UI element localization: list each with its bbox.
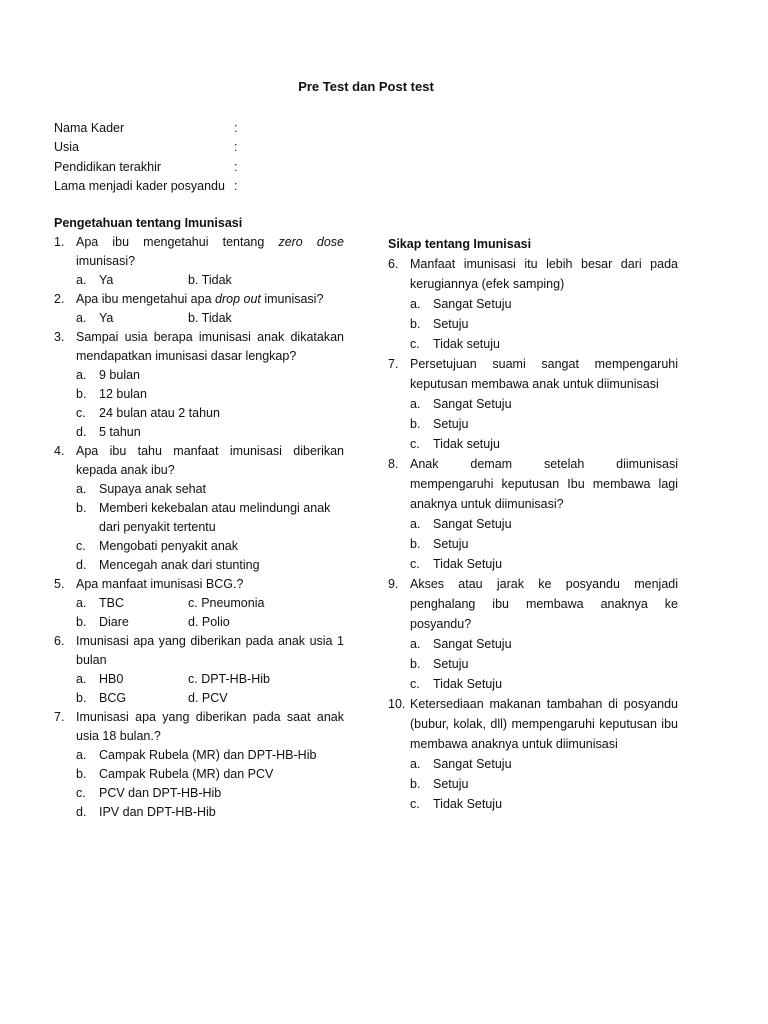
- options: [410, 514, 678, 574]
- field-label: Pendidikan terakhir: [54, 159, 162, 174]
- option-letter: a.: [410, 297, 421, 311]
- question-text: Imunisasi apa yang diberikan pada saat anak usia 18 bulan.?: [76, 710, 344, 743]
- option-c[interactable]: [410, 434, 678, 454]
- option-text: HB0: [99, 672, 124, 686]
- knowledge-section: [54, 214, 344, 822]
- question-text-part: Apa ibu mengetahui apa: [76, 292, 215, 306]
- question-number: 7.: [54, 710, 65, 724]
- option-c[interactable]: c. Pneumonia: [188, 596, 265, 610]
- question-number: 10.: [388, 697, 406, 711]
- option-text: Campak Rubela (MR) dan PCV: [99, 767, 274, 781]
- option-a[interactable]: [76, 594, 188, 613]
- option-c[interactable]: [76, 537, 344, 556]
- options: [76, 594, 344, 632]
- option-d[interactable]: d. PCV: [188, 691, 228, 705]
- question-text: Imunisasi apa yang diberikan pada anak usia 1 bulan: [76, 634, 344, 667]
- section-title: Pengetahuan tentang Imunisasi: [54, 216, 243, 230]
- option-text: Sangat Setuju: [433, 757, 512, 771]
- option-letter: c.: [410, 437, 420, 451]
- option-text: Tidak Setuju: [433, 797, 503, 811]
- option-c[interactable]: [76, 784, 344, 803]
- identity-fields: [54, 119, 246, 196]
- question-text: Apa ibu tahu manfaat imunisasi diberikan kepada anak ibu?: [76, 444, 344, 477]
- question-number: 3.: [54, 330, 65, 344]
- option-letter: b.: [76, 767, 87, 781]
- question-2: [54, 290, 344, 309]
- options: [76, 271, 344, 290]
- question-number: 1.: [54, 235, 65, 249]
- option-text: 5 tahun: [99, 425, 141, 439]
- option-c[interactable]: [410, 794, 678, 814]
- option-text: Ya: [99, 311, 114, 325]
- option-text: Setuju: [433, 417, 469, 431]
- option-a[interactable]: [76, 670, 188, 689]
- question-text: Ketersediaan makanan tambahan di posyandu (bubur, kolak, dll) mempengaruhi keputusan ibu membawa anaknya untuk diimunisasi: [410, 697, 678, 751]
- option-d[interactable]: d. Polio: [188, 615, 230, 629]
- section-title: Sikap tentang Imunisasi: [388, 237, 532, 251]
- option-text: Tidak setuju: [433, 437, 500, 451]
- options: [410, 634, 678, 694]
- option-letter: b.: [410, 537, 421, 551]
- option-text: Mencegah anak dari stunting: [99, 558, 260, 572]
- option-b[interactable]: [76, 765, 344, 784]
- option-text: Memberi kekebalan atau melindungi anak dari penyakit tertentu: [99, 501, 331, 534]
- option-c[interactable]: [410, 334, 678, 354]
- options: [76, 746, 344, 822]
- option-b[interactable]: b. Tidak: [188, 311, 232, 325]
- options: [410, 294, 678, 354]
- question-number: 9.: [388, 577, 399, 591]
- option-letter: a.: [76, 482, 87, 496]
- option-row: [76, 309, 344, 328]
- option-text: Ya: [99, 273, 114, 287]
- option-letter: c.: [76, 539, 86, 553]
- option-text: Sangat Setuju: [433, 637, 512, 651]
- option-a[interactable]: [410, 294, 678, 314]
- field-label: Lama menjadi kader posyandu: [54, 178, 225, 193]
- option-c[interactable]: [410, 674, 678, 694]
- option-letter: a.: [76, 273, 87, 287]
- option-row: [76, 689, 344, 708]
- option-b[interactable]: [76, 499, 344, 537]
- attitude-section: [388, 234, 678, 814]
- question-text: Apa manfaat imunisasi BCG.?: [76, 577, 244, 591]
- option-letter: a.: [76, 368, 87, 382]
- option-a[interactable]: [410, 394, 678, 414]
- question-text-emphasis: drop out: [215, 292, 261, 306]
- option-text: Tidak Setuju: [433, 677, 503, 691]
- option-c[interactable]: [410, 554, 678, 574]
- options: [76, 670, 344, 708]
- question-text: [76, 233, 344, 271]
- option-text: Tidak Setuju: [433, 557, 503, 571]
- option-b[interactable]: [410, 534, 678, 554]
- option-text: Sangat Setuju: [433, 297, 512, 311]
- option-text: Setuju: [433, 657, 469, 671]
- question-text: Manfaat imunisasi itu lebih besar dari pada kerugiannya (efek samping): [410, 257, 678, 291]
- option-a[interactable]: [76, 309, 188, 328]
- option-letter: d.: [76, 805, 87, 819]
- option-text: BCG: [99, 691, 127, 705]
- option-c[interactable]: [76, 404, 344, 423]
- option-letter: c.: [76, 786, 86, 800]
- option-letter: a.: [76, 596, 87, 610]
- field-pendidikan: [54, 158, 246, 177]
- option-letter: b.: [410, 657, 421, 671]
- option-text: Setuju: [433, 777, 469, 791]
- option-letter: b.: [76, 691, 87, 705]
- field-lama-kader: [54, 177, 246, 196]
- options: [410, 394, 678, 454]
- question-number: 6.: [54, 634, 65, 648]
- option-text: 12 bulan: [99, 387, 147, 401]
- question-text: Anak demam setelah diimunisasi mempengaruhi keputusan Ibu membawa lagi anaknya untuk diimunisasi?: [410, 457, 678, 511]
- option-text: Setuju: [433, 537, 469, 551]
- question-4: [54, 442, 344, 480]
- option-letter: a.: [410, 517, 421, 531]
- option-letter: b.: [76, 501, 87, 515]
- field-colon: :: [234, 159, 238, 174]
- option-d[interactable]: [76, 556, 344, 575]
- question-6: [388, 254, 678, 294]
- option-letter: a.: [76, 311, 87, 325]
- question-text: Persetujuan suami sangat mempengaruhi keputusan membawa anak untuk diimunisasi: [410, 357, 678, 391]
- question-number: 7.: [388, 357, 399, 371]
- option-row: [76, 271, 344, 290]
- field-colon: :: [234, 178, 238, 193]
- question-7: [54, 708, 344, 746]
- option-row: [76, 613, 344, 632]
- question-number: 5.: [54, 577, 65, 591]
- question-number: 6.: [388, 257, 399, 271]
- option-text: Tidak setuju: [433, 337, 500, 351]
- option-b[interactable]: [410, 414, 678, 434]
- option-text: Sangat Setuju: [433, 517, 512, 531]
- question-text-part: imunisasi?: [260, 292, 324, 306]
- question-8: [388, 454, 678, 514]
- option-letter: a.: [410, 637, 421, 651]
- option-text: 9 bulan: [99, 368, 141, 382]
- question-text-part: Apa ibu mengetahui tentang: [76, 235, 279, 249]
- question-3: [54, 328, 344, 366]
- option-b[interactable]: [410, 774, 678, 794]
- option-b[interactable]: [410, 314, 678, 334]
- option-b[interactable]: [76, 689, 188, 708]
- option-a[interactable]: [76, 746, 344, 765]
- option-d[interactable]: [76, 803, 344, 822]
- option-d[interactable]: [76, 423, 344, 442]
- options: [76, 480, 344, 575]
- question-1: [54, 233, 344, 271]
- page-title: Pre Test dan Post test: [298, 79, 434, 94]
- question-text: [76, 290, 344, 309]
- option-a[interactable]: [410, 634, 678, 654]
- option-a[interactable]: [76, 366, 344, 385]
- option-text: Sangat Setuju: [433, 397, 512, 411]
- option-text: PCV dan DPT-HB-Hib: [99, 786, 222, 800]
- option-letter: d.: [76, 425, 87, 439]
- options: [410, 754, 678, 814]
- option-c[interactable]: c. DPT-HB-Hib: [188, 672, 270, 686]
- option-a[interactable]: [76, 271, 188, 290]
- option-b[interactable]: [76, 613, 188, 632]
- option-letter: c.: [76, 406, 86, 420]
- options: [76, 309, 344, 328]
- question-number: 8.: [388, 457, 399, 471]
- option-letter: c.: [410, 677, 420, 691]
- field-label: Nama Kader: [54, 121, 125, 135]
- option-letter: b.: [410, 777, 421, 791]
- question-6: [54, 632, 344, 670]
- option-text: Supaya anak sehat: [99, 482, 207, 496]
- question-10: [388, 694, 678, 754]
- question-number: 2.: [54, 292, 65, 306]
- question-text: Sampai usia berapa imunisasi anak dikatakan mendapatkan imunisasi dasar lengkap?: [76, 330, 344, 363]
- question-text-emphasis: zero dose: [278, 235, 344, 249]
- option-row: [76, 594, 344, 613]
- option-letter: a.: [76, 748, 87, 762]
- question-text: Akses atau jarak ke posyandu menjadi penghalang ibu membawa anaknya ke posyandu?: [410, 577, 678, 631]
- option-text: Setuju: [433, 317, 469, 331]
- options: [76, 366, 344, 442]
- question-number: 4.: [54, 444, 65, 458]
- question-9: [388, 574, 678, 634]
- option-text: Mengobati penyakit anak: [99, 539, 238, 553]
- option-a[interactable]: [76, 480, 344, 499]
- field-nama-kader: [54, 119, 246, 138]
- option-letter: c.: [410, 557, 420, 571]
- option-row: [76, 670, 344, 689]
- option-letter: c.: [410, 797, 420, 811]
- option-letter: a.: [76, 672, 87, 686]
- option-letter: c.: [410, 337, 420, 351]
- option-b[interactable]: [410, 654, 678, 674]
- option-letter: a.: [410, 757, 421, 771]
- option-b[interactable]: [76, 385, 344, 404]
- field-usia: [54, 138, 246, 157]
- question-text-part: imunisasi?: [76, 254, 136, 268]
- option-letter: b.: [76, 387, 87, 401]
- option-a[interactable]: [410, 514, 678, 534]
- option-text: Diare: [99, 615, 129, 629]
- question-5: [54, 575, 344, 594]
- option-letter: a.: [410, 397, 421, 411]
- option-letter: d.: [76, 558, 87, 572]
- field-label: Usia: [54, 140, 80, 155]
- field-colon: :: [234, 121, 238, 135]
- question-7: [388, 354, 678, 394]
- field-colon: :: [234, 140, 238, 155]
- option-text: IPV dan DPT-HB-Hib: [99, 805, 216, 819]
- option-letter: b.: [76, 615, 87, 629]
- option-text: Campak Rubela (MR) dan DPT-HB-Hib: [99, 748, 317, 762]
- option-b[interactable]: b. Tidak: [188, 273, 232, 287]
- option-a[interactable]: [410, 754, 678, 774]
- option-text: TBC: [99, 596, 124, 610]
- option-letter: b.: [410, 317, 421, 331]
- option-letter: b.: [410, 417, 421, 431]
- option-text: 24 bulan atau 2 tahun: [99, 406, 220, 420]
